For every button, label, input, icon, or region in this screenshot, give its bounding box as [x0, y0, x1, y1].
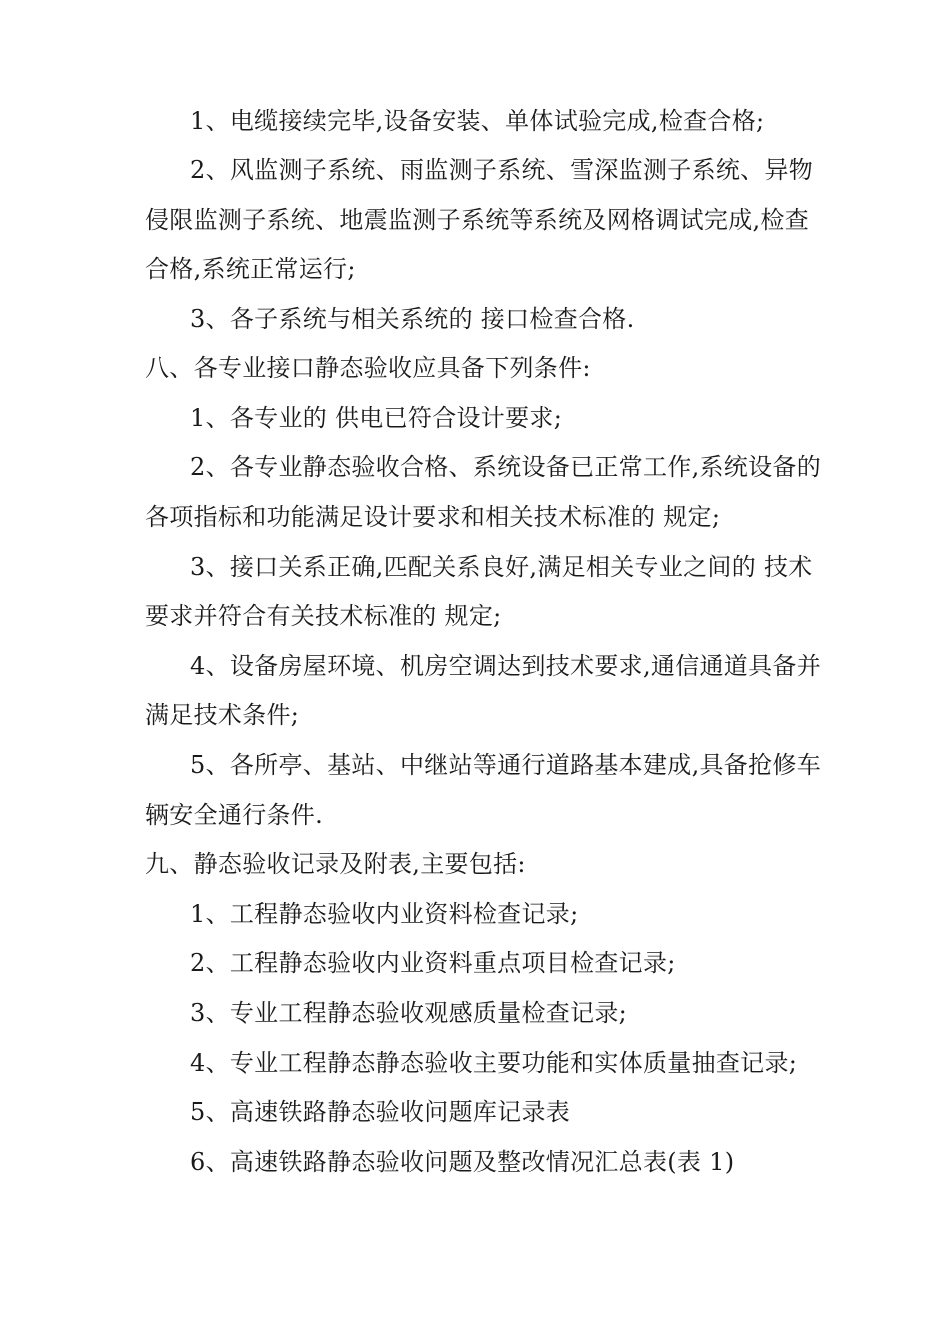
- text-line: 1、电缆接续完毕,设备安装、单体试验完成,检查合格;: [190, 107, 765, 135]
- text-line: 1、工程静态验收内业资料检查记录;: [190, 900, 579, 928]
- text-line: 5、高速铁路静态验收问题库记录表: [190, 1098, 571, 1126]
- text-line: 满足技术条件;: [145, 701, 300, 729]
- section-heading: 八、各专业接口静态验收应具备下列条件:: [145, 354, 591, 382]
- text-line: 5、各所亭、基站、中继站等通行道路基本建成,具备抢修车: [190, 751, 821, 779]
- text-line: 合格,系统正常运行;: [145, 255, 356, 283]
- text-line: 3、各子系统与相关系统的 接口检查合格.: [190, 305, 635, 333]
- text-line: 辆安全通行条件.: [145, 801, 324, 829]
- section-heading: 九、静态验收记录及附表,主要包括:: [145, 850, 526, 878]
- text-line: 要求并符合有关技术标准的 规定;: [145, 602, 502, 630]
- text-line: 2、风监测子系统、雨监测子系统、雪深监测子系统、异物: [190, 156, 814, 184]
- text-line: 2、各专业静态验收合格、系统设备已正常工作,系统设备的: [190, 453, 821, 481]
- text-line: 4、专业工程静态静态验收主要功能和实体质量抽查记录;: [190, 1049, 798, 1077]
- text-line: 6、高速铁路静态验收问题及整改情况汇总表(表 1): [190, 1148, 735, 1176]
- text-line: 2、工程静态验收内业资料重点项目检查记录;: [190, 949, 676, 977]
- text-line: 1、各专业的 供电已符合设计要求;: [190, 404, 563, 432]
- text-line: 3、接口关系正确,匹配关系良好,满足相关专业之间的 技术: [190, 553, 813, 581]
- text-line: 4、设备房屋环境、机房空调达到技术要求,通信通道具备并: [190, 652, 821, 680]
- text-line: 各项指标和功能满足设计要求和相关技术标准的 规定;: [145, 503, 721, 531]
- text-line: 侵限监测子系统、地震监测子系统等系统及网格调试完成,检查: [145, 206, 810, 234]
- text-line: 3、专业工程静态验收观感质量检查记录;: [190, 999, 628, 1027]
